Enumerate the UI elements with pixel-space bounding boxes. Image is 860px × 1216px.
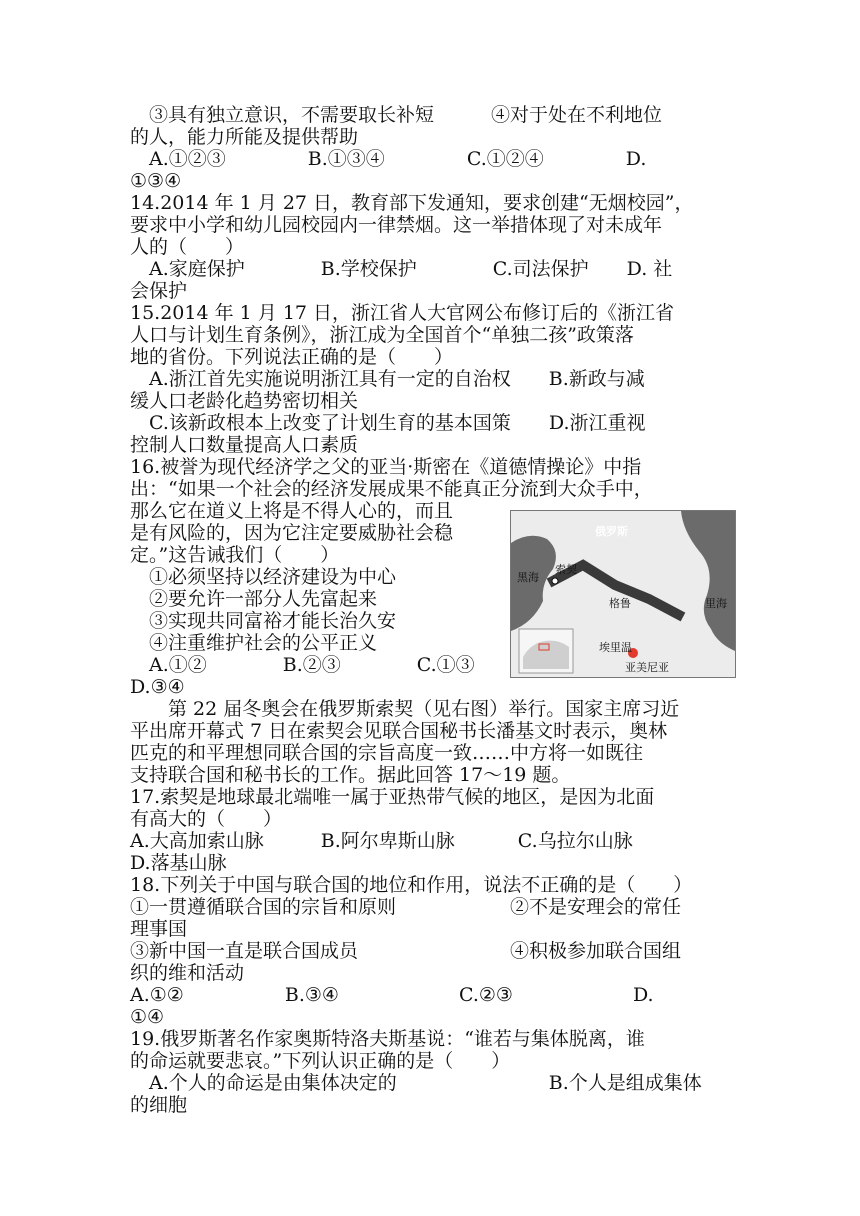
text-line: 人的（ ） <box>130 236 245 258</box>
text-line: 的人，能力所能及提供帮助 <box>130 126 359 148</box>
question-14: 14.2014 年 1 月 27 日，教育部下发通知，要求创建“无烟校园”， <box>130 192 694 214</box>
text-line: 平出席开幕式 7 日在索契会见联合国秘书长潘基文时表示，奥林 <box>130 720 668 742</box>
text-line: ③新中国一直是联合国成员 ④积极参加联合国组 <box>130 940 682 962</box>
text-line: A.家庭保护 B.学校保护 C.司法保护 D. 社 <box>130 258 673 280</box>
text-line: 织的维和活动 <box>130 962 245 984</box>
text-line: 地的省份。下列说法正确的是（ ） <box>130 346 454 368</box>
text-line: 控制人口数量提高人口素质 <box>130 434 359 456</box>
text-line: 要求中小学和幼儿园校园内一律禁烟。这一举措体现了对未成年 <box>130 214 663 236</box>
black-sea-label: 黑海 <box>517 571 539 584</box>
material-paragraph: 第 22 届冬奥会在俄罗斯索契（见右图）举行。国家主席习近 <box>130 698 680 720</box>
text-line: 人口与计划生育条例》，浙江成为全国首个“单独二孩”政策落 <box>130 324 634 346</box>
text-line: ③具有独立意识，不需要取长补短 ④对于处在不利地位 <box>130 104 663 126</box>
text-line: ①一贯遵循联合国的宗旨和原则 ②不是安理会的常任 <box>130 896 682 918</box>
text-line: 支持联合国和秘书长的工作。据此回答 17～19 题。 <box>130 764 571 786</box>
text-line: 会保护 <box>130 280 188 302</box>
text-line: ①③④ <box>130 170 182 192</box>
text-line: ④注重维护社会的公平正义 <box>130 632 378 654</box>
text-line: 是有风险的，因为它注定要威胁社会稳 <box>130 522 454 544</box>
text-line: ①④ <box>130 1006 165 1028</box>
text-line: ③实现共同富裕才能长治久安 <box>130 610 397 632</box>
question-16: 16.被誉为现代经济学之父的亚当·斯密在《道德情操论》中指 <box>130 456 642 478</box>
text-line: 定。”这告诫我们（ ） <box>130 544 340 566</box>
text-line: 匹克的和平理想同联合国的宗旨高度一致……中方将一如既往 <box>130 742 644 764</box>
armenia-label: 亚美尼亚 <box>625 661 669 674</box>
sochi-label: 索契 <box>555 563 577 576</box>
text-line: A.①② B.③④ C.②③ D. <box>130 984 654 1006</box>
russia-label: 俄罗斯 <box>595 525 628 538</box>
question-17: 17.索契是地球最北端唯一属于亚热带气候的地区，是因为北面 <box>130 786 655 808</box>
text-line: A.大高加索山脉 B.阿尔卑斯山脉 C.乌拉尔山脉 <box>130 830 633 852</box>
question-19: 19.俄罗斯著名作家奥斯特洛夫斯基说：“谁若与集体脱离，谁 <box>130 1028 645 1050</box>
yerevan-label: 埃里温 <box>599 641 632 654</box>
text-line: A.个人的命运是由集体决定的 B.个人是组成集体 <box>130 1072 702 1094</box>
sochi-map <box>510 510 736 678</box>
text-line: D.落基山脉 <box>130 852 227 874</box>
text-line: C.该新政根本上改变了计划生育的基本国策 D.浙江重视 <box>130 412 646 434</box>
text-line: D.③④ <box>130 676 185 698</box>
text-line: 那么它在道义上将是不得人心的，而且 <box>130 500 454 522</box>
text-line: 有高大的（ ） <box>130 808 283 830</box>
sochi-marker <box>552 578 558 584</box>
text-line: ②要允许一部分人先富起来 <box>130 588 378 610</box>
text-line: ①必须坚持以经济建设为中心 <box>130 566 397 588</box>
georgia-label: 格鲁 <box>609 597 631 610</box>
text-line: 出：“如果一个社会的经济发展成果不能真正分流到大众手中， <box>130 478 653 500</box>
caspian-sea-label: 里海 <box>705 597 727 610</box>
text-line: A.①② B.②③ C.①③ <box>130 654 475 676</box>
text-line: 的细胞 <box>130 1094 188 1116</box>
text-line: 的命运就要悲哀。”下列认识正确的是（ ） <box>130 1050 511 1072</box>
question-15: 15.2014 年 1 月 17 日，浙江省人大官网公布修订后的《浙江省 <box>130 302 675 324</box>
text-line: A.①②③ B.①③④ C.①②④ D. <box>130 148 647 170</box>
map-graphic <box>511 511 735 677</box>
question-18: 18.下列关于中国与联合国的地位和作用，说法不正确的是（ ） <box>130 874 693 896</box>
text-line: 理事国 <box>130 918 188 940</box>
text-line: 缓人口老龄化趋势密切相关 <box>130 390 359 412</box>
text-line: A.浙江首先实施说明浙江具有一定的自治权 B.新政与减 <box>130 368 645 390</box>
